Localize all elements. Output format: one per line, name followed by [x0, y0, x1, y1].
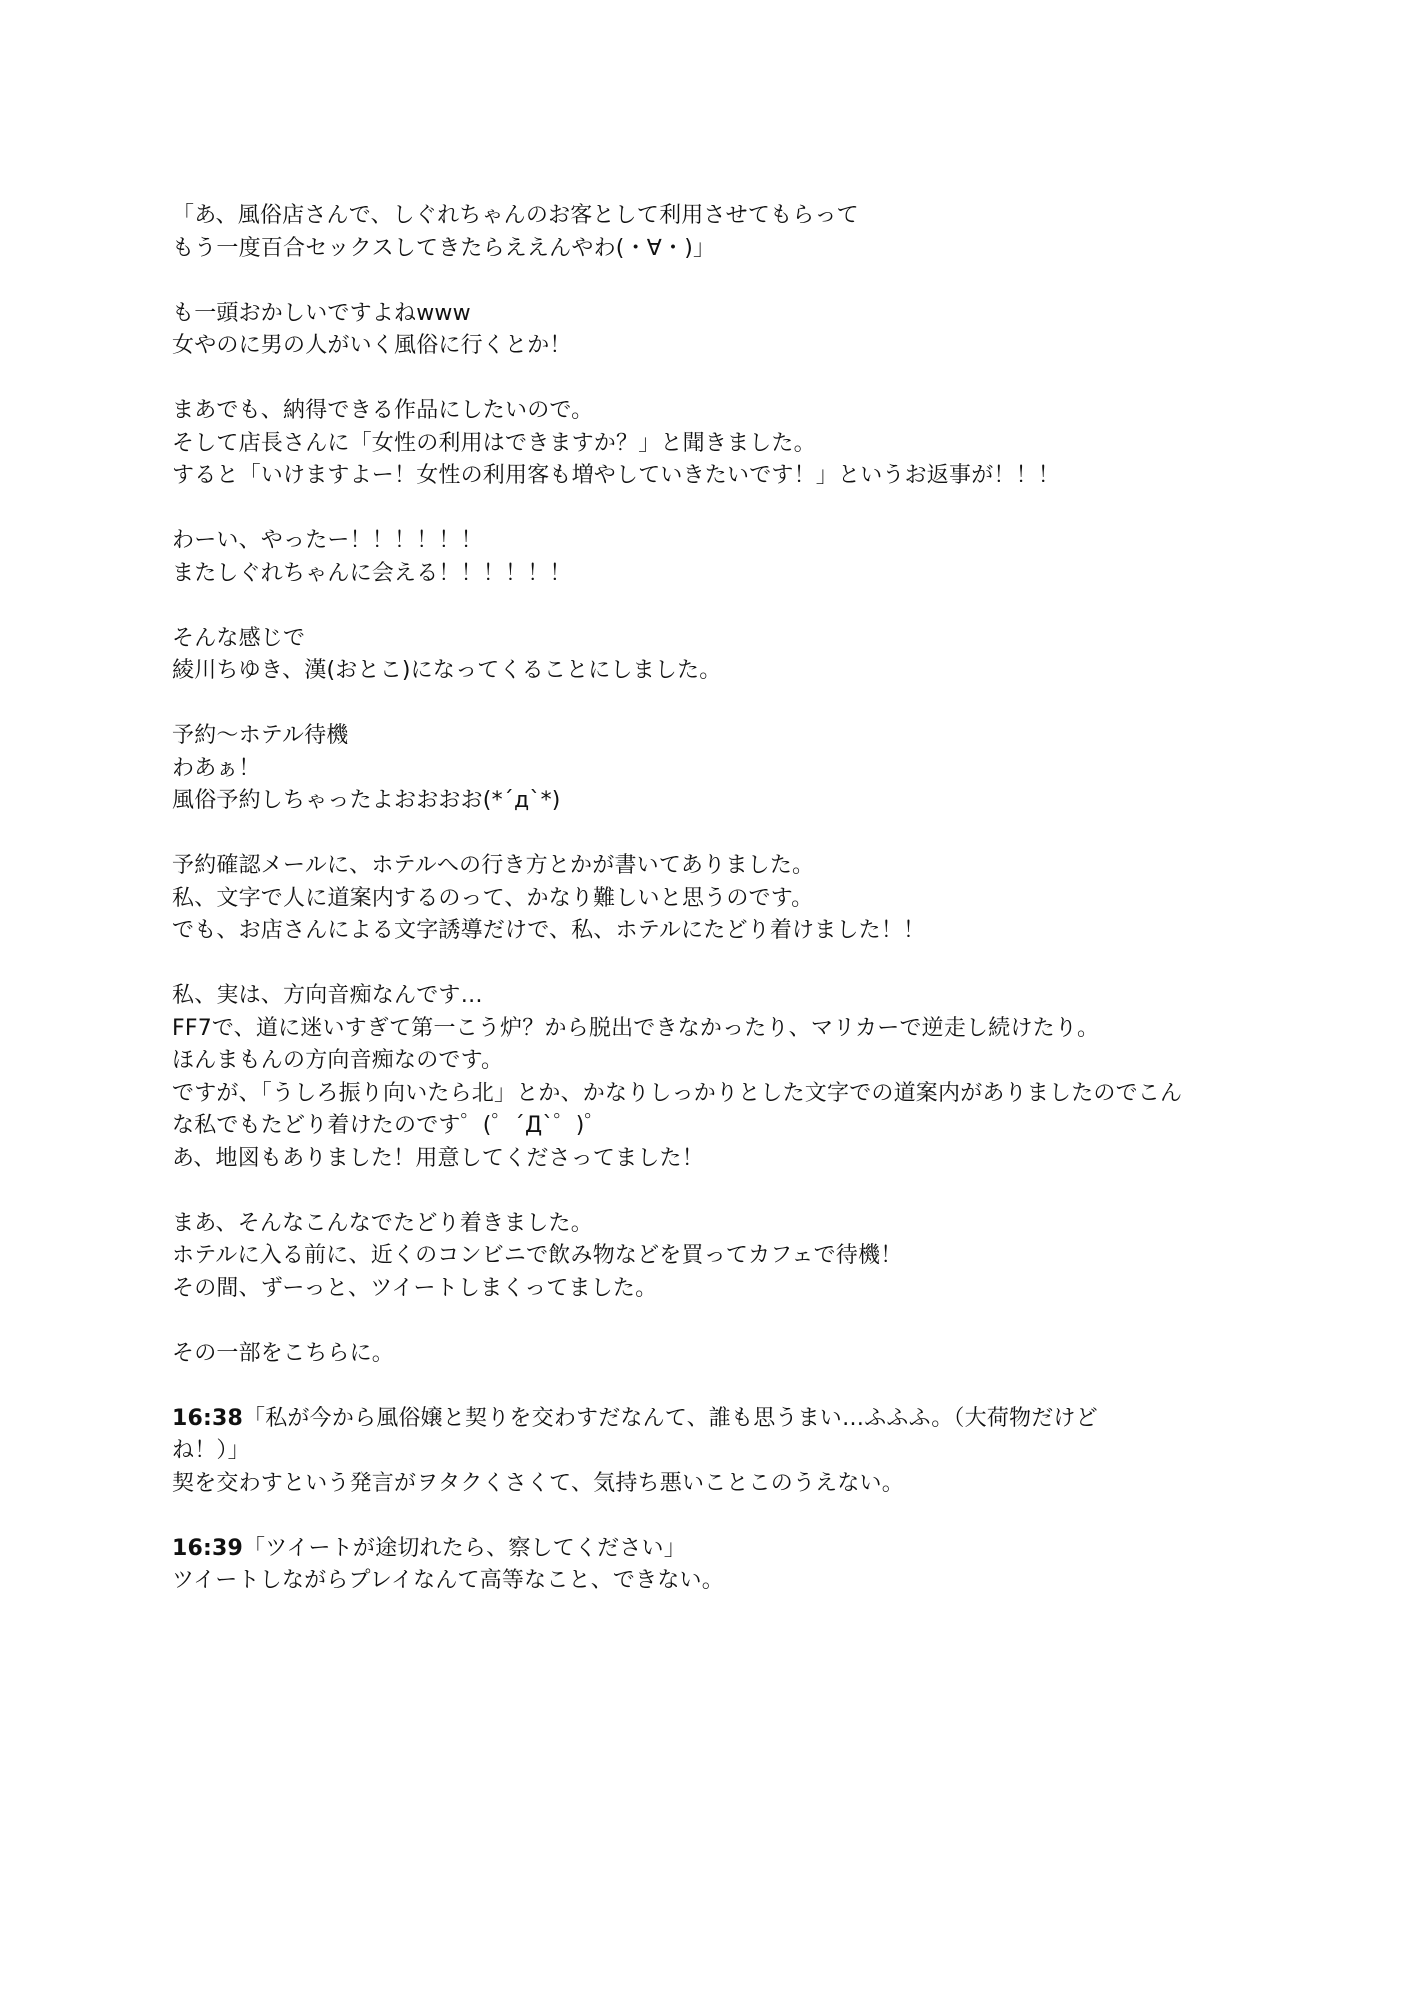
text-line: そんな感じで: [172, 625, 306, 651]
paragraph: [172, 200, 1272, 265]
paragraph-gap: [172, 948, 1272, 981]
section-heading: 予約～ホテル待機: [172, 723, 349, 748]
text-line: 私、実は、方向音痴なんです…: [172, 983, 483, 1008]
tweet-text: 「ツイートが途切れたら、察してください」: [243, 1535, 686, 1561]
text-line: まあ、そんなこんなでたどり着きました。: [172, 1210, 593, 1236]
tweet-text-continued: ね！）」: [172, 1438, 250, 1463]
paragraph: [172, 1338, 1272, 1371]
paragraph-gap: [172, 1500, 1272, 1533]
text-line: その一部をこちらに。: [172, 1340, 395, 1366]
paragraph: [172, 980, 1272, 1175]
text-line: もう一度百合セックスしてきたらええんやわ(・∀・)」: [172, 235, 716, 261]
paragraph-gap: [172, 493, 1272, 526]
text-line: ホテルに入る前に、近くのコンビニで飲み物などを買ってカフェで待機！: [172, 1243, 903, 1268]
paragraph-gap: [172, 363, 1272, 396]
tweet-comment: 契を交わすという発言がヲタクくさくて、気持ち悪いことこのうえない。: [172, 1470, 904, 1496]
text-line: 綾川ちゆき、漢(おとこ)になってくることにしました。: [172, 658, 722, 683]
text-line: 「あ、風俗店さんで、しぐれちゃんのお客として利用させてもらって: [172, 203, 859, 228]
text-line: ですが、「うしろ振り向いたら北」とか、かなりしっかりとした文字での道案内がありましたのでこん: [172, 1080, 1183, 1106]
paragraph: [172, 850, 1272, 948]
tweet-time: 16:38: [172, 1405, 244, 1431]
text-line: も一頭おかしいですよねwww: [172, 300, 471, 326]
paragraph-gap: [172, 1305, 1272, 1338]
text-line: でも、お店さんによる文字誘導だけで、私、ホテルにたどり着けました！！: [172, 918, 926, 943]
tweet-line: [172, 1403, 1272, 1436]
text-line: またしぐれちゃんに会える！！！！！！: [172, 560, 572, 586]
text-line: 風俗予約しちゃったよおおおお(*´д`*): [172, 788, 561, 813]
tweet-text: 「私が今から風俗嬢と契りを交わすだなんて、誰も思うまい…ふふふ。（大荷物だけど: [243, 1405, 1098, 1431]
text-line: すると「いけますよー！女性の利用客も増やしていきたいです！」というお返事が！！！: [172, 463, 1061, 488]
paragraph: [172, 525, 1272, 590]
paragraph-gap: [172, 818, 1272, 851]
tweet-comment: ツイートしながらプレイなんて高等なこと、できない。: [172, 1568, 724, 1593]
paragraph-gap: [172, 688, 1272, 721]
text-line: FF7で、道に迷いすぎて第一こう炉？から脱出できなかったり、マリカーで逆走し続けたり。: [172, 1015, 1100, 1041]
text-line: な私でもたどり着けたのです゜(゜´Д`゜)゜: [172, 1113, 607, 1138]
document-body: [172, 200, 1272, 1598]
paragraph: [172, 298, 1272, 363]
tweet-time: 16:39: [172, 1535, 244, 1561]
paragraph: [172, 395, 1272, 493]
text-line: そして店長さんに「女性の利用はできますか？」と聞きました。: [172, 430, 816, 456]
paragraph: [172, 720, 1272, 818]
text-line: わあぁ！: [172, 755, 261, 781]
paragraph: [172, 623, 1272, 688]
text-line: その間、ずーっと、ツイートしまくってました。: [172, 1275, 658, 1301]
paragraph-gap: [172, 265, 1272, 298]
tweet-entry: [172, 1533, 1272, 1598]
text-line: わーい、やったー！！！！！！: [172, 528, 483, 553]
paragraph: [172, 1208, 1272, 1306]
text-line: あ、地図もありました！用意してくださってました！: [172, 1145, 704, 1171]
paragraph-gap: [172, 1175, 1272, 1208]
tweet-entry: [172, 1403, 1272, 1501]
text-line: 女やのに男の人がいく風俗に行くとか！: [172, 333, 572, 358]
text-line: まあでも、納得できる作品にしたいので。: [172, 398, 594, 423]
text-line: 予約確認メールに、ホテルへの行き方とかが書いてありました。: [172, 853, 815, 878]
text-line: ほんまもんの方向音痴なのです。: [172, 1048, 504, 1073]
text-line: 私、文字で人に道案内するのって、かなり難しいと思うのです。: [172, 885, 814, 911]
paragraph-gap: [172, 1370, 1272, 1403]
paragraph-gap: [172, 590, 1272, 623]
tweet-line: [172, 1533, 1272, 1566]
